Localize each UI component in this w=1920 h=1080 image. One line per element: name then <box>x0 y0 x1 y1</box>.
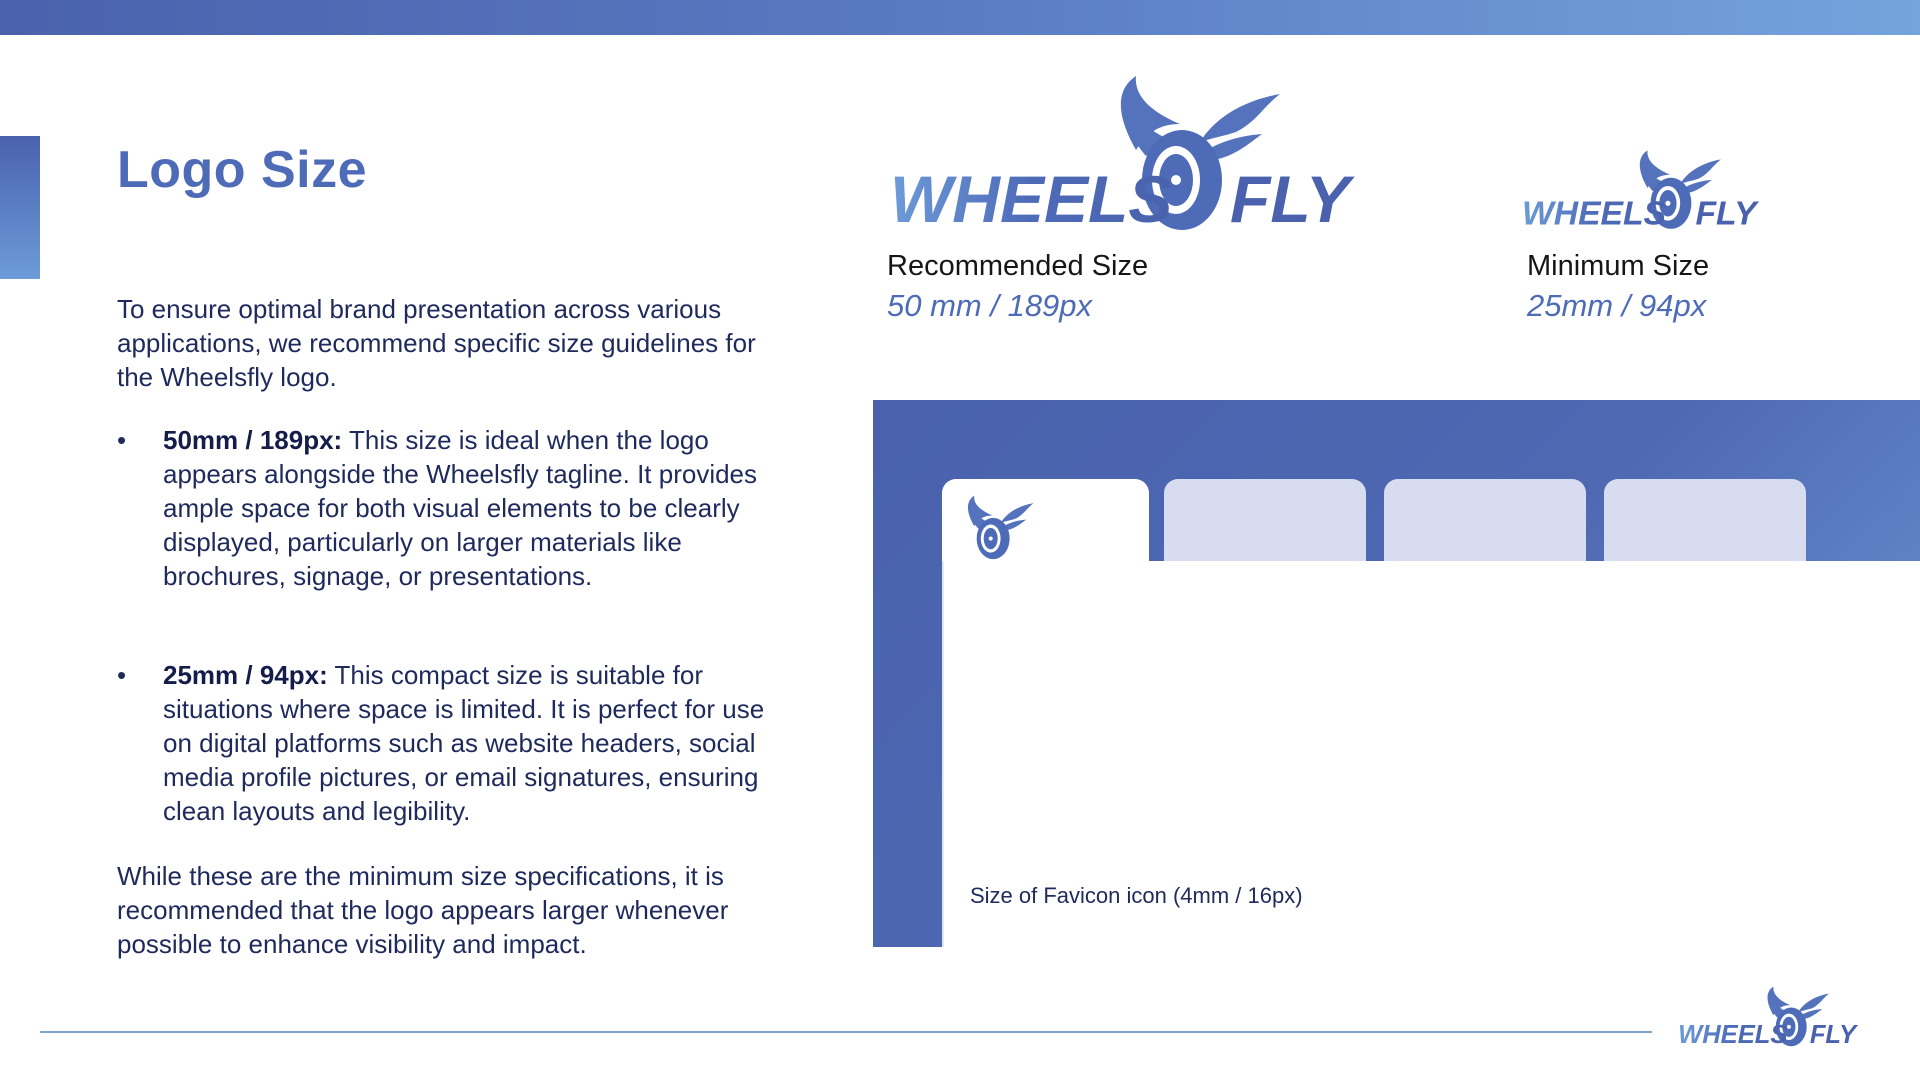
wheelsfly-logo-minimum <box>1522 148 1772 230</box>
wheelsfly-logo-icon <box>1678 985 1868 1047</box>
wheelsfly-logo-icon <box>1522 148 1772 230</box>
minimum-size-value: 25mm / 94px <box>1527 288 1707 323</box>
bullet-minimum-size <box>117 658 767 828</box>
bullet-marker: • <box>117 660 127 690</box>
favicon-demo-panel <box>873 400 1920 947</box>
top-accent-bar <box>0 0 1920 35</box>
intro-paragraph: To ensure optimal brand presentation across various applications, we recommend specific size guidelines for the Wheelsfly logo. <box>117 294 756 392</box>
page-title: Logo Size <box>117 141 368 199</box>
favicon-icon <box>963 494 1039 565</box>
bullet-recommended-size <box>117 423 767 593</box>
wheelsfly-logo-footer <box>1678 985 1868 1047</box>
outro-paragraph: While these are the minimum size specifications, it is recommended that the logo appears larger whenever possible to enhance visibility and impact. <box>117 861 729 959</box>
wheelsfly-logo-icon <box>890 72 1380 232</box>
bullet-body: This size is ideal when the logo appears alongside the Wheelsfly tagline. It provides ample space for both visual elements to be clearly displayed, particularly on larger materials like brochures, signage, or presentations. <box>163 425 758 591</box>
bullet-heading: 25mm / 94px: <box>163 660 328 690</box>
recommended-size-value: 50 mm / 189px <box>887 288 1093 323</box>
logo-wordmark-left: WHEELS <box>1522 195 1666 230</box>
wheelsfly-logo-recommended <box>890 72 1380 232</box>
browser-tab <box>1604 479 1806 565</box>
browser-tab <box>1384 479 1586 565</box>
logo-wordmark-left: WHEELS <box>1678 1021 1788 1047</box>
logo-wordmark-right: FLY <box>1230 162 1350 232</box>
logo-wordmark-right: FLY <box>1695 195 1757 230</box>
favicon-caption: Size of Favicon icon (4mm / 16px) <box>970 883 1303 908</box>
minimum-size-label: Minimum Size <box>1527 250 1710 282</box>
logo-wordmark-right: FLY <box>1809 1021 1857 1047</box>
bullet-marker: • <box>117 425 127 455</box>
logo-wordmark-left: WHEELS <box>890 162 1173 232</box>
browser-tab <box>1164 479 1366 565</box>
bullet-body: This compact size is suitable for situations where space is limited. It is perfect for use on digital platforms such as website headers, social media profile pictures, or email signatures, ensuring clean layouts and legibility. <box>163 660 765 826</box>
recommended-size-label: Recommended Size <box>887 250 1149 282</box>
side-accent-bar <box>0 136 40 279</box>
bullet-heading: 50mm / 189px: <box>163 425 343 455</box>
footer-divider <box>40 1031 1652 1033</box>
